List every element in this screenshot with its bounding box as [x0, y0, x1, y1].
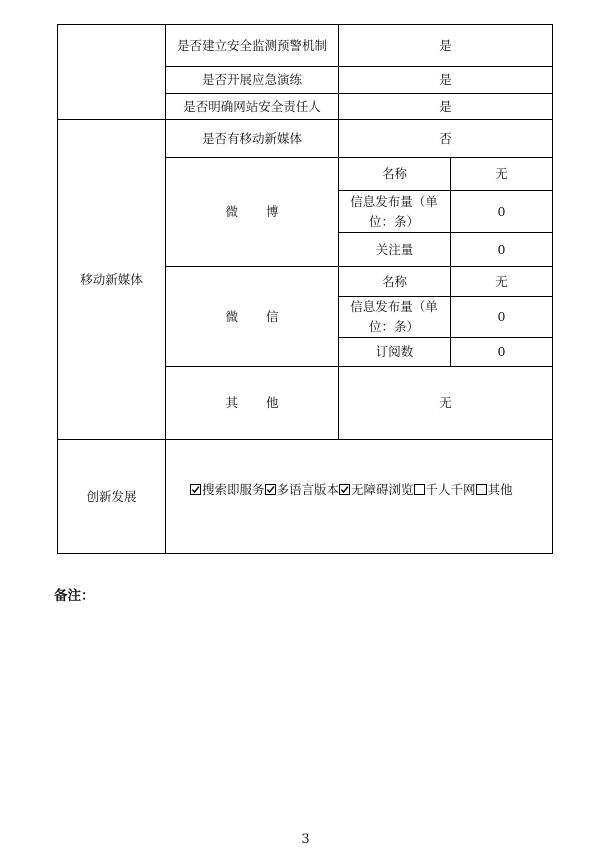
wechat-name-value: 无 — [495, 273, 508, 289]
option-label: 无障碍浏览 — [351, 482, 414, 497]
checkbox-checked-icon[interactable] — [190, 484, 201, 495]
innovation-options — [190, 478, 513, 500]
option-search-as-service[interactable] — [190, 480, 265, 498]
mobile-media-section-label: 移动新媒体 — [80, 271, 143, 287]
option-label: 其他 — [487, 482, 513, 497]
option-label: 多语言版本 — [276, 482, 340, 497]
wechat-label: 微 信 — [225, 308, 291, 324]
weibo-followers-value: 0 — [497, 241, 506, 257]
has-mobile-media-label: 是否有移动新媒体 — [201, 130, 302, 146]
emergency-drill-value: 是 — [439, 72, 452, 87]
wechat-posts-label: 信息发布量（单位：条） — [350, 299, 438, 334]
wechat-posts-value: 0 — [497, 309, 506, 324]
option-multilingual[interactable] — [265, 480, 340, 498]
option-label: 搜索即服务 — [202, 482, 265, 497]
weibo-label: 微 博 — [225, 204, 291, 219]
warning-mechanism-label: 是否建立安全监测预警机制 — [176, 37, 327, 53]
option-accessibility[interactable] — [339, 480, 414, 498]
has-mobile-media-value: 否 — [439, 130, 452, 146]
weibo-name-value: 无 — [495, 166, 508, 181]
weibo-posts-value: 0 — [497, 203, 506, 219]
other-media-value: 无 — [439, 395, 452, 410]
page-number: 3 — [301, 832, 310, 847]
weibo-followers-label: 关注量 — [375, 241, 414, 257]
option-other[interactable] — [476, 480, 513, 498]
remark-label: 备注： — [54, 588, 95, 604]
responsible-person-label: 是否明确网站安全责任人 — [183, 98, 321, 114]
checkbox-checked-icon[interactable] — [265, 484, 276, 495]
checkbox-checked-icon[interactable] — [339, 484, 350, 495]
weibo-name-label: 名称 — [381, 166, 407, 181]
warning-mechanism-value: 是 — [439, 37, 452, 53]
wechat-subscribers-value: 0 — [497, 344, 506, 359]
weibo-posts-label: 信息发布量（单位：条） — [350, 193, 438, 229]
checkbox-unchecked-icon[interactable] — [414, 484, 425, 495]
option-personalized[interactable] — [414, 480, 476, 498]
wechat-subscribers-label: 订阅数 — [375, 344, 414, 359]
other-media-label: 其 他 — [225, 395, 291, 410]
innovation-label: 创新发展 — [86, 488, 137, 504]
option-label: 千人千网 — [425, 482, 476, 497]
responsible-person-value: 是 — [439, 98, 452, 114]
emergency-drill-label: 是否开展应急演练 — [201, 72, 302, 87]
wechat-name-label: 名称 — [381, 273, 407, 289]
checkbox-unchecked-icon[interactable] — [476, 484, 487, 495]
